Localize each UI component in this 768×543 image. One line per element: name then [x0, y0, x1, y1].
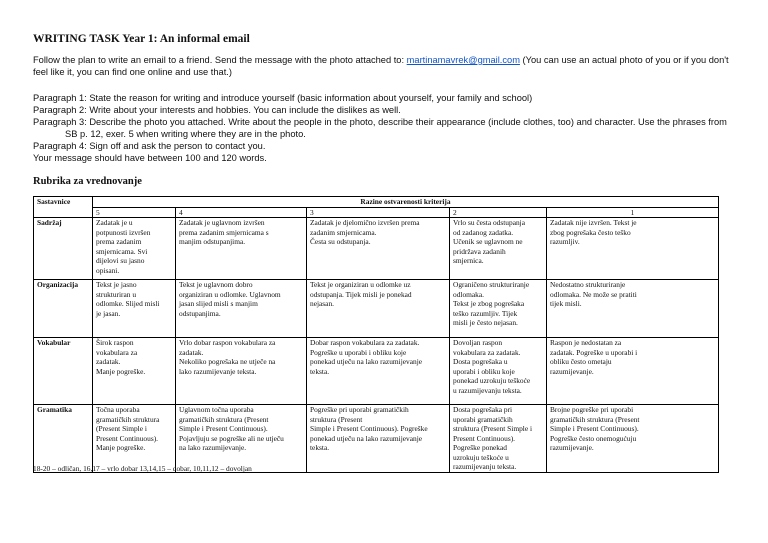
table-cell: Uglavnom točna uporaba gramatičkih struktura (Present Simple i Present Continuous). Pojavljuju se pogreške ali ne utječu na lako razumijevanje. [176, 405, 307, 473]
intro-text: Follow the plan to write an email to a friend. Send the message with the photo attached to: [33, 55, 407, 65]
table-cell: Zadatak je djelomično izvršen prema zadanim smjernicama. Česta su odstupanja. [307, 218, 450, 280]
table-cell: Raspon je nedostatan za zadatak. Pogreške u uporabi i obliku često ometaju razumijevanje. [547, 338, 719, 405]
table-cell: Nedostatno strukturiranje odlomaka. Ne može se pratiti tijek misli. [547, 280, 719, 338]
score-cell: 5 [93, 207, 176, 218]
table-cell: Točna uporaba gramatičkih struktura (Present Simple i Present Continuous). Manje pogreške. [93, 405, 176, 473]
criterion-name: Gramatika [34, 405, 93, 473]
criterion-name: Vokabular [34, 338, 93, 405]
plan-list [33, 92, 733, 164]
table-row [34, 280, 719, 338]
table-row [34, 338, 719, 405]
table-row [34, 405, 719, 473]
table-cell: Širok raspon vokabulara za zadatak. Manje pogreške. [93, 338, 176, 405]
levels-header: Razine ostvarenosti kriterija [93, 197, 719, 208]
score-cell: 4 [176, 207, 307, 218]
table-cell: Zadatak nije izvršen. Tekst je zbog pogrešaka često teško razumljiv. [547, 218, 719, 280]
intro-text-after: (You can use an actual photo of you or if you don't feel like it, you can find one online and use that.) [33, 55, 729, 77]
score-cell: 3 [307, 207, 450, 218]
criteria-header: Sastavnice [34, 197, 93, 218]
table-row [34, 218, 719, 280]
table-cell: Tekst je jasno strukturiran u odlomke. Slijed misli je jasan. [93, 280, 176, 338]
table-cell: Vrlo dobar raspon vokabulara za zadatak. Nekoliko pogrešaka ne utječe na lako razumijevanje teksta. [176, 338, 307, 405]
table-cell: Vrlo su česta odstupanja od zadanog zadatka. Učenik se uglavnom ne pridržava zadanih smjernica. [450, 218, 547, 280]
table-header-row [34, 197, 719, 208]
plan-item: Paragraph 2: Write about your interests and hobbies. You can include the dislikes as well. [33, 105, 401, 115]
table-cell: Brojne pogreške pri uporabi gramatičkih struktura (Present Simple i Present Continuous). Pogreške često onemogućuju razumijevanje. [547, 405, 719, 473]
table-cell: Tekst je uglavnom dobro organiziran u odlomke. Uglavnom jasan slijed misli s manjim odstupanjima. [176, 280, 307, 338]
score-row [34, 207, 719, 218]
plan-item: Paragraph 4: Sign off and ask the person to contact you. [33, 141, 266, 151]
score-cell: 1 [547, 207, 719, 218]
score-cell: 2 [450, 207, 547, 218]
table-cell: Ograničeno strukturiranje odlomaka. Tekst je zbog pogrešaka teško razumljiv. Tijek misli je često nejasan. [450, 280, 547, 338]
criterion-name: Organizacija [34, 280, 93, 338]
plan-item: Paragraph 3: Describe the photo you attached. Write about the people in the photo, describe their appearance (include clothes, too) and character. Use the phrases from [33, 117, 727, 127]
criterion-name: Sadržaj [34, 218, 93, 280]
table-cell: Dobar raspon vokabulara za zadatak. Pogreške u uporabi i obliku koje ponekad utječu na lako razumijevanje teksta. [307, 338, 450, 405]
table-cell: Pogreške pri uporabi gramatičkih struktura (Present Simple i Present Continuous). Pogreške ponekad utječu na lako razumijevanje teksta. [307, 405, 450, 473]
email-link[interactable]: martinamavrek@gmail.com [406, 55, 520, 65]
plan-item: SB p. 12, exer. 5 when writing where they are in the photo. [65, 129, 306, 139]
table-cell: Zadatak je uglavnom izvršen prema zadanim smjernicama s manjim odstupanjima. [176, 218, 307, 280]
intro-paragraph [33, 54, 733, 78]
plan-item: Paragraph 1: State the reason for writing and introduce yourself (basic information about yourself, your family and school) [33, 93, 533, 103]
table-cell: Dovoljan raspon vokabulara za zadatak. Dosta pogrešaka u uporabi i obliku koje ponekad uzrokuju teškoće u razumijevanju teksta. [450, 338, 547, 405]
task-title: WRITING TASK Year 1: An informal email [33, 33, 250, 45]
table-cell: Dosta pogrešaka pri uporabi gramatičkih struktura (Present Simple i Present Continuous). Pogreške ponekad uzrokuju teškoće u razumijevanju teksta. [450, 405, 547, 473]
plan-item: Your message should have between 100 and 120 words. [33, 153, 267, 163]
grading-scale: 18-20 – odličan, 16,17 – vrlo dobar 13,14,15 – dobar, 10,11,12 – dovoljan [33, 464, 252, 473]
table-cell: Tekst je organiziran u odlomke uz odstupanja. Tijek misli je ponekad nejasan. [307, 280, 450, 338]
rubric-title: Rubrika za vrednovanje [33, 176, 142, 187]
table-cell: Zadatak je u potpunosti izvršen prema zadanim smjernicama. Svi dijelovi su jasno opisani. [93, 218, 176, 280]
rubric-table [33, 196, 719, 473]
